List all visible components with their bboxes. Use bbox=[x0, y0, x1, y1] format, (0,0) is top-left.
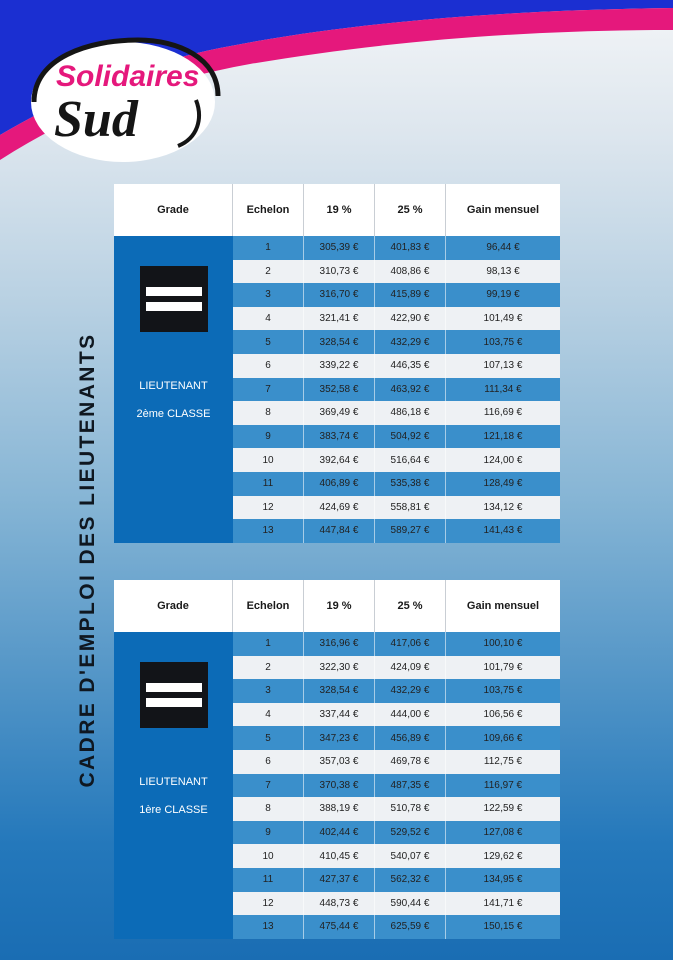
cell-echelon: 4 bbox=[233, 307, 304, 331]
table-header bbox=[114, 184, 560, 236]
cell-echelon: 13 bbox=[233, 915, 304, 939]
salary-table-1ere-classe bbox=[114, 580, 560, 939]
grade-label bbox=[137, 372, 211, 428]
table-row bbox=[233, 496, 560, 520]
cell-25: 432,29 € bbox=[375, 679, 446, 703]
cell-25: 487,35 € bbox=[375, 774, 446, 798]
table-row bbox=[233, 703, 560, 727]
cell-25: 516,64 € bbox=[375, 448, 446, 472]
cell-25: 401,83 € bbox=[375, 236, 446, 260]
cell-gain: 134,12 € bbox=[483, 501, 523, 513]
grade-name: LIEUTENANT bbox=[139, 380, 208, 392]
cell-25: 424,09 € bbox=[375, 656, 446, 680]
cell-25: 446,35 € bbox=[375, 354, 446, 378]
solidaires-sud-logo bbox=[28, 28, 228, 168]
cell-echelon: 1 bbox=[233, 632, 304, 656]
table-row bbox=[233, 844, 560, 868]
cell-19: 321,41 € bbox=[304, 307, 375, 331]
cell-echelon: 6 bbox=[233, 354, 304, 378]
grade-class: 2ème CLASSE bbox=[136, 408, 211, 420]
cell-19: 328,54 € bbox=[304, 679, 375, 703]
cell-gain: 134,95 € bbox=[483, 874, 523, 886]
rank-insignia-icon bbox=[140, 662, 208, 728]
cell-echelon: 5 bbox=[233, 330, 304, 354]
cell-19: 316,70 € bbox=[304, 283, 375, 307]
salary-table-2eme-classe bbox=[114, 184, 560, 543]
cell-echelon: 5 bbox=[233, 726, 304, 750]
table-row bbox=[233, 260, 560, 284]
table-row bbox=[233, 656, 560, 680]
header-25-percent: 25 % bbox=[375, 184, 446, 236]
cell-echelon: 7 bbox=[233, 774, 304, 798]
cell-gain: 141,71 € bbox=[483, 897, 523, 909]
cell-25: 486,18 € bbox=[375, 401, 446, 425]
cell-gain: 112,75 € bbox=[483, 756, 523, 768]
cell-gain: 116,97 € bbox=[483, 779, 523, 791]
side-title: CADRE D'EMPLOI DES LIEUTENANTS bbox=[76, 332, 99, 788]
header-19-percent: 19 % bbox=[304, 184, 375, 236]
cell-25: 590,44 € bbox=[375, 892, 446, 916]
cell-19: 328,54 € bbox=[304, 330, 375, 354]
table-row bbox=[233, 401, 560, 425]
cell-25: 529,52 € bbox=[375, 821, 446, 845]
cell-19: 424,69 € bbox=[304, 496, 375, 520]
cell-gain: 98,13 € bbox=[486, 265, 520, 277]
table-row bbox=[233, 774, 560, 798]
header-echelon: Echelon bbox=[233, 580, 304, 632]
table-row bbox=[233, 821, 560, 845]
cell-25: 422,90 € bbox=[375, 307, 446, 331]
header-25-percent: 25 % bbox=[375, 580, 446, 632]
cell-echelon: 3 bbox=[233, 283, 304, 307]
grade-label bbox=[139, 768, 207, 824]
cell-gain: 129,62 € bbox=[483, 850, 523, 862]
cell-gain: 96,44 € bbox=[486, 242, 520, 254]
table-row bbox=[233, 632, 560, 656]
cell-19: 392,64 € bbox=[304, 448, 375, 472]
cell-25: 408,86 € bbox=[375, 260, 446, 284]
cell-25: 540,07 € bbox=[375, 844, 446, 868]
cell-19: 448,73 € bbox=[304, 892, 375, 916]
cell-gain: 100,10 € bbox=[483, 638, 523, 650]
cell-gain: 116,69 € bbox=[483, 407, 523, 419]
cell-25: 444,00 € bbox=[375, 703, 446, 727]
cell-25: 562,32 € bbox=[375, 868, 446, 892]
cell-echelon: 9 bbox=[233, 821, 304, 845]
cell-19: 475,44 € bbox=[304, 915, 375, 939]
table-row bbox=[233, 797, 560, 821]
cell-19: 447,84 € bbox=[304, 519, 375, 543]
cell-gain: 127,08 € bbox=[483, 827, 523, 839]
cell-25: 417,06 € bbox=[375, 632, 446, 656]
table-row bbox=[233, 750, 560, 774]
cell-25: 589,27 € bbox=[375, 519, 446, 543]
cell-19: 402,44 € bbox=[304, 821, 375, 845]
table-row bbox=[233, 519, 560, 543]
cell-echelon: 6 bbox=[233, 750, 304, 774]
cell-25: 558,81 € bbox=[375, 496, 446, 520]
grade-cell bbox=[114, 236, 233, 543]
cell-echelon: 2 bbox=[233, 656, 304, 680]
cell-gain: 101,49 € bbox=[483, 313, 523, 325]
grade-name: LIEUTENANT bbox=[139, 776, 208, 788]
cell-19: 383,74 € bbox=[304, 425, 375, 449]
cell-19: 410,45 € bbox=[304, 844, 375, 868]
table-rows bbox=[233, 632, 560, 939]
cell-19: 369,49 € bbox=[304, 401, 375, 425]
cell-gain: 103,75 € bbox=[483, 336, 523, 348]
cell-gain: 111,34 € bbox=[484, 383, 522, 395]
cell-25: 432,29 € bbox=[375, 330, 446, 354]
table-header bbox=[114, 580, 560, 632]
cell-echelon: 13 bbox=[233, 519, 304, 543]
logo-text-solidaires: Solidaires bbox=[56, 60, 200, 93]
cell-echelon: 3 bbox=[233, 679, 304, 703]
header-gain-mensuel: Gain mensuel bbox=[466, 600, 540, 612]
cell-echelon: 11 bbox=[233, 868, 304, 892]
cell-echelon: 11 bbox=[233, 472, 304, 496]
cell-19: 347,23 € bbox=[304, 726, 375, 750]
table-row bbox=[233, 472, 560, 496]
rank-insignia-icon bbox=[140, 266, 208, 332]
header-grade: Grade bbox=[114, 184, 233, 236]
table-row bbox=[233, 726, 560, 750]
header-gain-mensuel: Gain mensuel bbox=[466, 204, 540, 216]
table-row bbox=[233, 378, 560, 402]
table-row bbox=[233, 283, 560, 307]
cell-gain: 107,13 € bbox=[483, 360, 523, 372]
cell-19: 388,19 € bbox=[304, 797, 375, 821]
cell-25: 456,89 € bbox=[375, 726, 446, 750]
cell-25: 510,78 € bbox=[375, 797, 446, 821]
table-row bbox=[233, 448, 560, 472]
header-echelon: Echelon bbox=[233, 184, 304, 236]
table-row bbox=[233, 354, 560, 378]
cell-echelon: 8 bbox=[233, 401, 304, 425]
grade-class: 1ère CLASSE bbox=[139, 804, 208, 816]
cell-25: 504,92 € bbox=[375, 425, 446, 449]
cell-19: 316,96 € bbox=[304, 632, 375, 656]
cell-19: 357,03 € bbox=[304, 750, 375, 774]
cell-gain: 128,49 € bbox=[483, 478, 523, 490]
cell-echelon: 10 bbox=[233, 844, 304, 868]
cell-gain: 121,18 € bbox=[483, 431, 523, 443]
cell-gain: 101,79 € bbox=[483, 661, 523, 673]
table-row bbox=[233, 425, 560, 449]
cell-echelon: 1 bbox=[233, 236, 304, 260]
cell-gain: 103,75 € bbox=[483, 685, 523, 697]
logo-text-sud: Sud bbox=[54, 91, 138, 148]
cell-gain: 141,43 € bbox=[483, 525, 523, 537]
cell-19: 337,44 € bbox=[304, 703, 375, 727]
cell-19: 305,39 € bbox=[304, 236, 375, 260]
header-19-percent: 19 % bbox=[304, 580, 375, 632]
cell-echelon: 12 bbox=[233, 496, 304, 520]
cell-echelon: 7 bbox=[233, 378, 304, 402]
cell-25: 625,59 € bbox=[375, 915, 446, 939]
cell-19: 427,37 € bbox=[304, 868, 375, 892]
cell-echelon: 12 bbox=[233, 892, 304, 916]
cell-19: 322,30 € bbox=[304, 656, 375, 680]
table-row bbox=[233, 307, 560, 331]
cell-25: 415,89 € bbox=[375, 283, 446, 307]
table-row bbox=[233, 892, 560, 916]
cell-echelon: 8 bbox=[233, 797, 304, 821]
cell-gain: 106,56 € bbox=[483, 709, 523, 721]
cell-gain: 122,59 € bbox=[483, 803, 523, 815]
cell-19: 406,89 € bbox=[304, 472, 375, 496]
cell-25: 463,92 € bbox=[375, 378, 446, 402]
cell-gain: 109,66 € bbox=[483, 732, 523, 744]
cell-19: 352,58 € bbox=[304, 378, 375, 402]
cell-19: 370,38 € bbox=[304, 774, 375, 798]
cell-25: 469,78 € bbox=[375, 750, 446, 774]
table-row bbox=[233, 915, 560, 939]
cell-echelon: 2 bbox=[233, 260, 304, 284]
table-rows bbox=[233, 236, 560, 543]
cell-echelon: 9 bbox=[233, 425, 304, 449]
cell-19: 310,73 € bbox=[304, 260, 375, 284]
table-row bbox=[233, 236, 560, 260]
cell-gain: 124,00 € bbox=[483, 454, 523, 466]
table-row bbox=[233, 868, 560, 892]
cell-echelon: 4 bbox=[233, 703, 304, 727]
header-grade: Grade bbox=[114, 580, 233, 632]
cell-19: 339,22 € bbox=[304, 354, 375, 378]
table-row bbox=[233, 679, 560, 703]
grade-cell bbox=[114, 632, 233, 939]
cell-echelon: 10 bbox=[233, 448, 304, 472]
cell-25: 535,38 € bbox=[375, 472, 446, 496]
cell-gain: 99,19 € bbox=[486, 289, 520, 301]
table-row bbox=[233, 330, 560, 354]
cell-gain: 150,15 € bbox=[483, 921, 523, 933]
